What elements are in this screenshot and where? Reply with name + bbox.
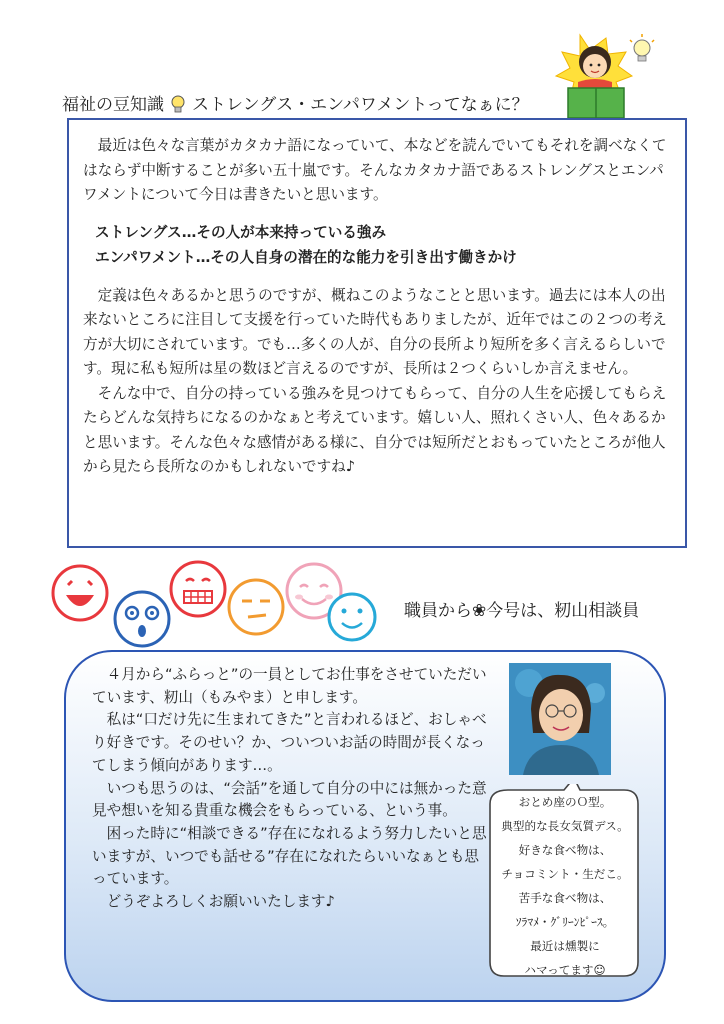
staff-paragraph-4: 困った時に“相談できる”存在になれるよう努力したいと思いますが、いつでも話せる”存在になれたらいいなぁとも思っています。 — [92, 824, 487, 888]
page-title — [62, 90, 529, 116]
reader-illustration — [540, 30, 658, 122]
definition-strength: ストレングス…その人が本来持っている強み — [95, 223, 387, 241]
title-left: 福祉の豆知識 — [62, 95, 164, 115]
intro-paragraph: 最近は色々な言葉がカタカナ語になっていて、本などを読んでいてもそれを調べなくてはならず中断することが多い五十嵐です。そんなカタカナ語であるストレングスとエンパワメントについて今日は書きたいと思います。 — [83, 137, 667, 203]
staff-paragraph-3: いつも思うのは、“会話”を通して自分の中には無かった意見や想いを知る貴重な機会をもらっている、という事。 — [92, 779, 487, 820]
profile-line: ｿﾗﾏﾒ・ｸﾞﾘｰﾝﾋﾟｰｽ。 — [515, 915, 615, 929]
face-laughing — [53, 566, 107, 620]
smiley-faces — [48, 555, 378, 650]
lightbulb-icon — [170, 94, 186, 116]
profile-line: 最近は燻製に — [530, 939, 600, 953]
profile-line: 苦手な食べ物は、 — [518, 891, 612, 905]
staff-paragraph-5: どうぞよろしくお願いいたします♪ — [106, 893, 335, 911]
definitions — [95, 220, 671, 270]
knowledge-box — [67, 118, 687, 548]
profile-line: ハマってます☺ — [524, 963, 606, 977]
title-right: ストレングス・エンパワメントってなぁに？ — [192, 95, 529, 115]
staff-intro-text — [92, 664, 492, 914]
definition-empowerment: エンパワメント…その人自身の潜在的な能力を引き出す働きかけ — [95, 248, 517, 266]
profile-line: 好きな食べ物は、 — [518, 843, 612, 857]
staff-photo — [509, 663, 611, 775]
body-paragraph-1: 定義は色々あるかと思うのですが、概ねこのようなことと思います。過去には本人の出来ないところに注目して支援を行っていた時代もありましたが、近年ではこの２つの考え方が大切にされています。でも…多くの人が、自分の長所より短所を多く言えるらしいです。現に私も短所は星の数ほど言えるのですが、長所は２つくらいしか言えません。 — [83, 286, 667, 377]
staff-paragraph-2: 私は“口だけ先に生まれてきた”と言われるほど、おしゃべり好きです。そのせい？か、ついついお話の時間が長くなってしまう傾向があります…。 — [92, 711, 487, 774]
face-cyan-smile — [329, 594, 375, 640]
profile-line: チョコミント・生だこ。 — [501, 867, 629, 881]
face-grinning-teeth — [171, 562, 225, 616]
staff-section-title: 職員から❀今号は、籾山相談員 — [404, 601, 640, 621]
face-surprised — [115, 592, 169, 646]
profile-text — [490, 790, 640, 982]
staff-paragraph-1: ４月から“ふらっと”の一員としてお仕事をさせていただいています、籾山（もみやま）と申します。 — [92, 666, 487, 706]
face-neutral — [229, 580, 283, 634]
profile-line: おとめ座のＯ型。 — [518, 795, 612, 809]
profile-line: 典型的な長女気質デス。 — [501, 819, 629, 833]
body-paragraph-2: そんな中で、自分の持っている強みを見つけてもらって、自分の人生を応援してもらえたらどんな気持ちになるのかなぁと考えています。嬉しい人、照れくさい人、色々あるかと思います。そんな色々な感情がある様に、自分では短所だとおもっていたところが他人から見たら長所なのかもしれないですね♪ — [83, 384, 667, 475]
